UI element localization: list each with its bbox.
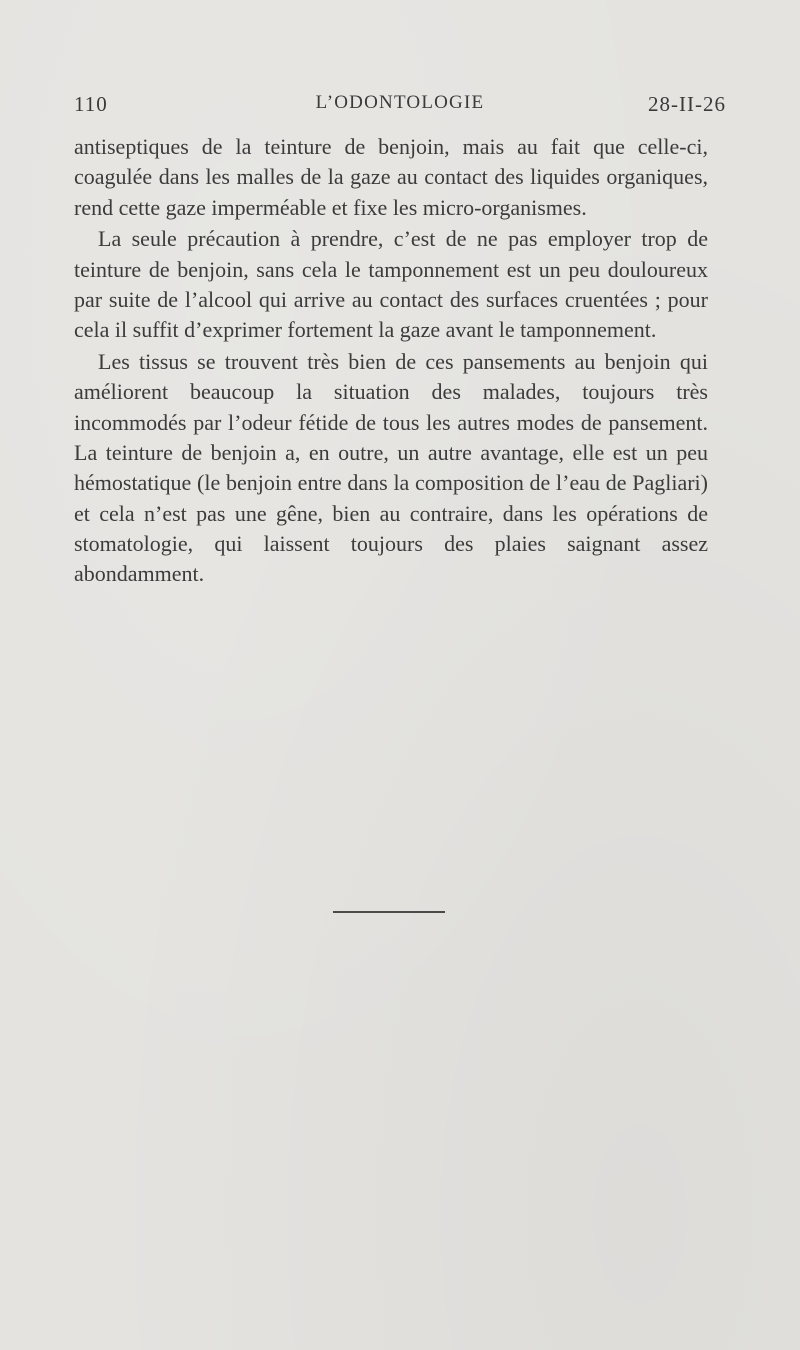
page-header [74,92,726,122]
paragraph-continued: antiseptiques de la teinture de benjoin, mais au fait que celle-ci, coagulée dans les malles de la gaze au contact des liquides organiques, rend cette gaze imperméable et fixe les micro-organismes. [74,134,708,220]
issue-date: 28-II-26 [648,92,726,116]
paragraph: La seule précaution à prendre, c’est de ne pas employer trop de teinture de benjoin, sans cela le tamponnement est un peu douloureux par suite de l’alcool qui arrive au contact des surfaces cruentées ; pour cela il suffit d’exprimer fortement la gaze avant le tamponnement. [74,226,708,343]
paragraph: Les tissus se trouvent très bien de ces pansements au benjoin qui améliorent beaucoup la situation des malades, toujours très incommodés par l’odeur fétide de tous les autres modes de pansement. La teinture de benjoin a, en outre, un autre avantage, elle est un peu hémostatique (le benjoin entre dans la composition de l’eau de Pagliari) et cela n’est pas une gêne, bien au contraire, dans les opérations de stomatologie, qui laissent toujours des plaies saignant assez abondamment. [74,349,708,587]
article-body [74,132,708,591]
section-end-rule [333,911,445,913]
running-title: L’ODONTOLOGIE [315,92,485,113]
page-number: 110 [74,92,108,116]
